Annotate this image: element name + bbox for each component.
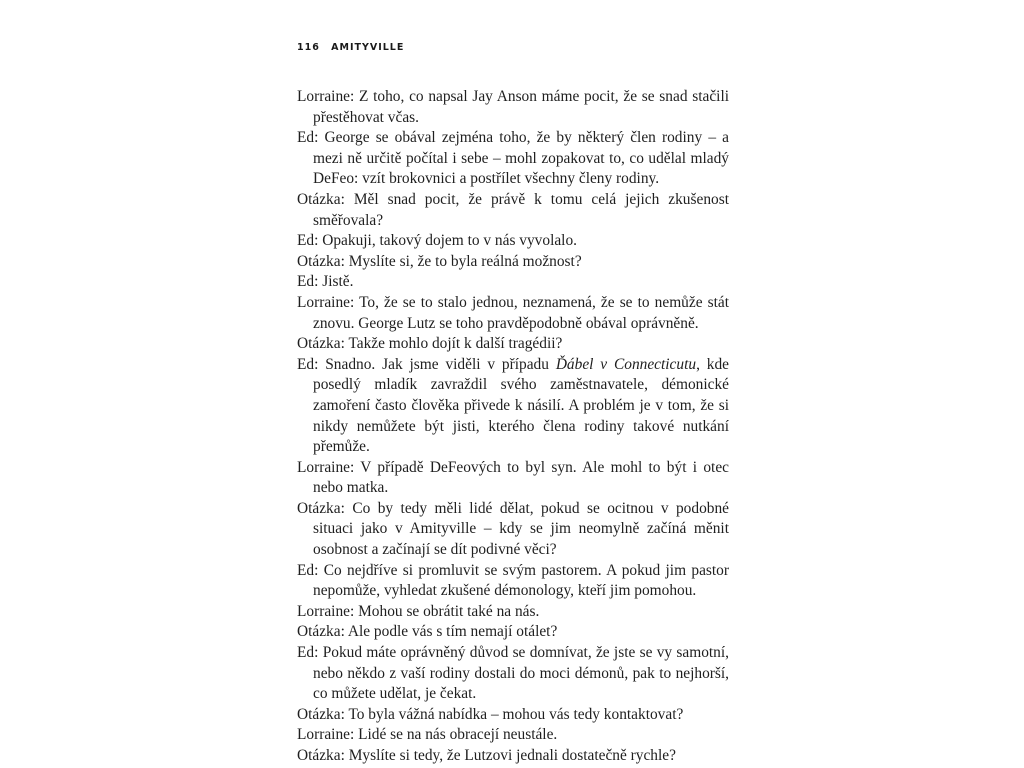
entry-text: Z toho, co napsal Jay Anson máme pocit, že se snad stačili přestěhovat včas. [313,88,729,126]
speaker-label: Otázka: [297,190,345,208]
dialogue-entry [297,355,729,458]
entry-text: Ale podle vás s tím nemají otálet? [347,623,558,641]
speaker-label: Ed: [297,273,319,291]
speaker-label: Otázka: [297,252,345,270]
book-title-italic: Ďábel v Connecticutu [555,355,697,373]
speaker-label: Lorraine: [297,458,355,476]
dialogue-entry [297,128,729,190]
dialogue-entry [297,293,729,334]
speaker-label: Lorraine: [297,726,355,744]
entry-text: To, že se to stalo jednou, neznamená, že se to nemůže stát znovu. George Lutz se toho pravděpodobně obával oprávněně. [313,293,729,332]
running-title: AMITYVILLE [331,42,405,53]
dialogue-entry [297,334,729,355]
entry-text: Snadno. Jak jsme viděli v případu [325,355,556,373]
dialogue-entry [297,499,729,561]
running-head [297,42,404,53]
entry-text: Měl snad pocit, že právě k tomu celá jejich zkušenost směřovala? [313,190,729,229]
entry-text: Myslíte si, že to byla reálná možnost? [348,252,582,270]
speaker-label: Otázka: [297,499,345,517]
dialogue-entry [297,746,729,767]
dialogue-entry [297,231,729,252]
speaker-label: Lorraine: [297,293,355,311]
entry-text: Co nejdříve si promluvit se svým pastorem. A pokud jim pastor nepomůže, vyhledat zkušené démonology, kteří jim pomohou. [313,561,730,600]
speaker-label: Otázka: [297,335,345,353]
speaker-label: Ed: [297,355,319,373]
speaker-label: Ed: [297,129,319,147]
speaker-label: Ed: [297,232,319,250]
dialogue-entry [297,705,729,726]
entry-text: Jistě. [322,273,354,291]
entry-text: Pokud máte oprávněný důvod se domnívat, že jste se vy samotní, nebo někdo z vaší rodiny dostali do moci démonů, pak to nejhorší, co můžete udělat, je čekat. [313,644,729,703]
dialogue-entry [297,272,729,293]
dialogue-entry [297,252,729,273]
dialogue-entry [297,602,729,623]
speaker-label: Lorraine: [297,88,355,105]
entry-text: Mohou se obrátit také na nás. [358,602,540,620]
speaker-label: Otázka: [297,623,345,641]
speaker-label: Lorraine: [297,602,355,620]
speaker-label: Otázka: [297,747,345,764]
dialogue-entry [297,458,729,499]
dialogue-entry [297,725,729,746]
dialogue-entry [297,87,729,128]
interview-text [297,87,729,767]
page-number: 116 [297,42,320,53]
dialogue-entry [297,643,729,705]
entry-text: Takže mohlo dojít k další tragédii? [348,335,563,353]
dialogue-entry [297,190,729,231]
entry-text: Lidé se na nás obracejí neustále. [358,726,558,744]
entry-text: Co by tedy měli lidé dělat, pokud se ocitnou v podobné situaci jako v Amityville – kdy se jim neomylně začíná měnit osobnost a začínají se dít podivné věci? [313,499,729,559]
entry-text: Opakuji, takový dojem to v nás vyvolalo. [322,232,577,250]
dialogue-entry [297,622,729,643]
speaker-label: Ed: [297,644,319,662]
entry-text: , kde posedlý mladík zavraždil svého zaměstnavatele, démonické zamoření často člověka přivede k násilí. A problém je v tom, že si nikdy nemůžete být jisti, kterého člena rodiny takové nutkání přemůže. [313,355,729,456]
entry-text: Myslíte si tedy, že Lutzovi jednali dostatečně rychle? [348,747,676,764]
entry-text: George se obával zejména toho, že by některý člen rodiny – a mezi ně určitě počítal i sebe – mohl zopakovat to, co udělal mladý DeFeo: vzít brokovnici a postřílet všechny členy rodiny. [313,129,729,188]
entry-text: To byla vážná nabídka – mohou vás tedy kontaktovat? [348,705,684,723]
speaker-label: Ed: [297,561,319,579]
entry-text: V případě DeFeových to byl syn. Ale mohl to být i otec nebo matka. [313,458,729,497]
speaker-label: Otázka: [297,705,345,723]
dialogue-entry [297,561,729,602]
